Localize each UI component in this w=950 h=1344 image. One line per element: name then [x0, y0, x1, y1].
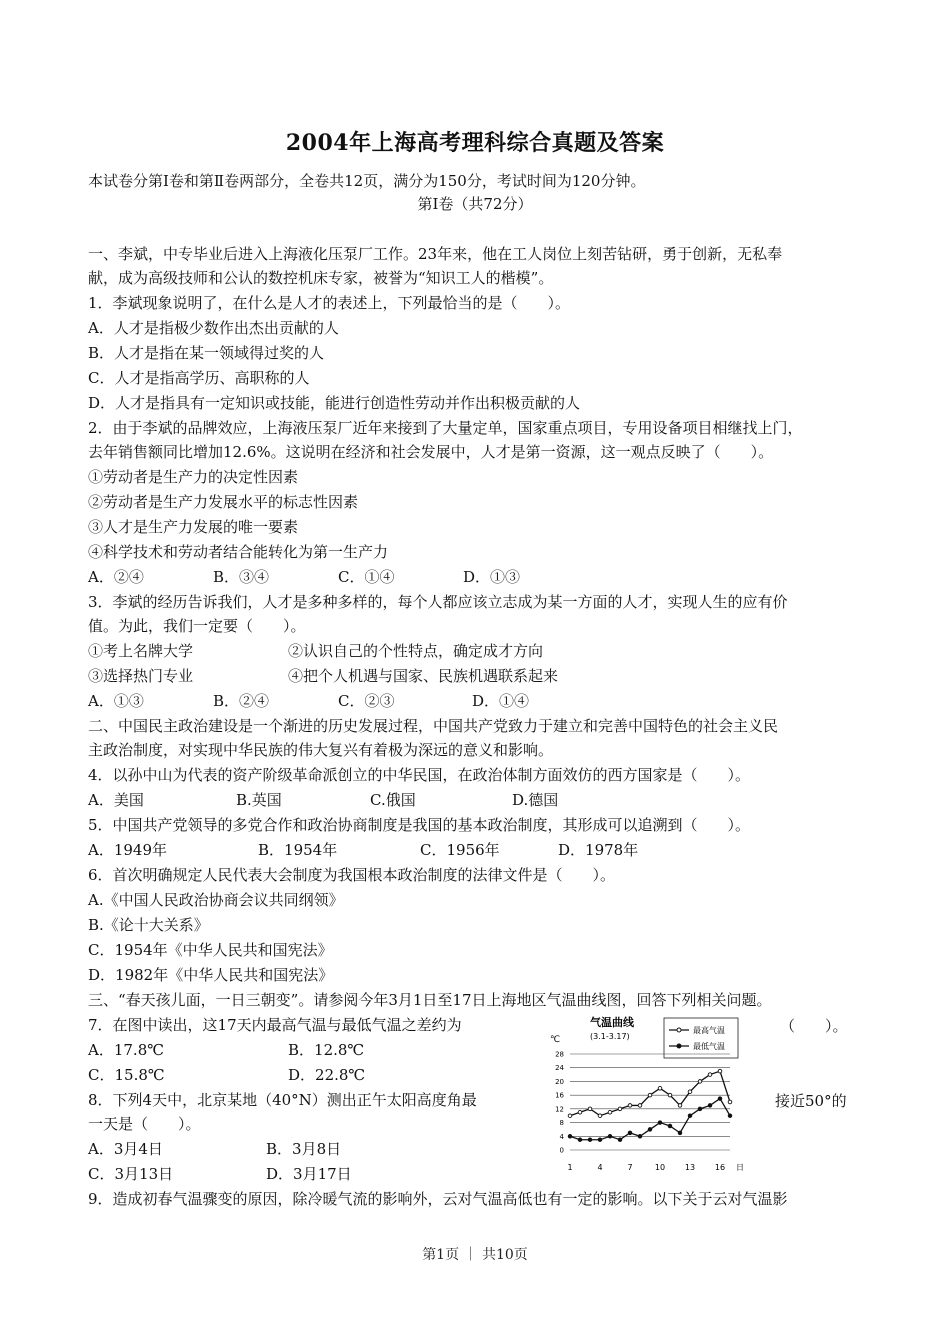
- chart-y-label: ℃: [550, 1035, 561, 1045]
- chart-point: [588, 1138, 592, 1142]
- question-9: 9．造成初春气温骤变的原因，除冷暖气流的影响外，云对气温高低也有一定的影响。以下关于云对气温影: [88, 1190, 788, 1208]
- q8-options: [88, 1164, 352, 1184]
- chart-point: [618, 1138, 622, 1142]
- q3-statement: ④把个人机遇与国家、民族机遇联系起来: [288, 667, 559, 685]
- chart-point: [628, 1131, 632, 1135]
- legend-label: 最高气温: [693, 1026, 725, 1035]
- q2-statement: ②劳动者是生产力发展水平的标志性因素: [88, 493, 359, 511]
- q7-option: B．12.8℃: [288, 1041, 365, 1059]
- chart-title: 气温曲线: [590, 1016, 634, 1029]
- chart-point: [728, 1114, 732, 1118]
- q8-option: A．3月4日: [88, 1140, 163, 1158]
- q3-option: A．①③: [88, 692, 144, 710]
- question-3: 值。为此，我们一定要（ ）。: [88, 617, 306, 635]
- q4-option: D.德国: [512, 791, 559, 809]
- chart-point: [678, 1131, 682, 1135]
- chart-x-ticks: [567, 1163, 725, 1172]
- q7-option: D．22.8℃: [288, 1066, 366, 1084]
- q8-options: [88, 1139, 341, 1159]
- chart-y-tick-label: 4: [559, 1132, 564, 1141]
- q2-options: [88, 567, 520, 587]
- intro-text: 本试卷分第Ⅰ卷和第Ⅱ卷两部分，全卷共12页，满分为150分，考试时间为120分钟。: [88, 172, 646, 190]
- section1-text: 一、李斌，中专毕业后进入上海液化压泵厂工作。23年来，他在工人岗位上刻苦钻研，勇于创新，无私奉: [88, 245, 783, 263]
- page-footer: 第1页 ｜ 共10页: [422, 1247, 528, 1263]
- q1-option-b: B．人才是指在某一领域得过奖的人: [88, 344, 325, 362]
- chart-point: [698, 1080, 702, 1084]
- chart-point: [648, 1128, 652, 1132]
- part-heading: 第Ⅰ卷（共72分）: [417, 195, 533, 213]
- temperature-chart: [542, 1012, 742, 1177]
- q3-statements: [88, 666, 558, 686]
- q2-option: C．①④: [338, 568, 395, 586]
- q2-statement: ①劳动者是生产力的决定性因素: [88, 468, 299, 486]
- q3-option: B．②④: [213, 692, 270, 710]
- chart-series-line: [570, 1099, 730, 1140]
- chart-y-tick-label: 8: [559, 1119, 564, 1128]
- q5-option: B．1954年: [258, 841, 338, 859]
- chart-x-label: 日: [736, 1163, 744, 1172]
- chart-x-tick-label: 13: [684, 1163, 696, 1172]
- chart-series: [568, 1069, 732, 1141]
- q2-option: D．①③: [463, 568, 521, 586]
- q2-statement: ③人才是生产力发展的唯一要素: [88, 518, 299, 536]
- chart-point: [588, 1107, 592, 1111]
- q5-option: D．1978年: [558, 841, 639, 859]
- chart-point: [708, 1104, 712, 1108]
- q6-option-c: C．1954年《中华人民共和国宪法》: [88, 941, 333, 959]
- chart-point: [578, 1138, 582, 1142]
- q6-option-a: A.《中国人民政治协商会议共同纲领》: [88, 891, 344, 909]
- chart-point: [568, 1134, 572, 1138]
- q3-statements: [88, 641, 543, 661]
- chart-y-tick-label: 24: [555, 1064, 564, 1073]
- q7-option: A．17.8℃: [88, 1041, 165, 1059]
- chart-x-tick-label: 4: [597, 1163, 603, 1172]
- question-2: 去年销售额同比增加12.6%。这说明在经济和社会发展中，人才是第一资源，这一观点反映了（ ）。: [88, 443, 774, 461]
- chart-point: [618, 1107, 622, 1111]
- chart-point: [638, 1104, 642, 1108]
- q2-statement: ④科学技术和劳动者结合能转化为第一生产力: [88, 543, 389, 561]
- chart-point: [658, 1121, 662, 1125]
- chart-point: [568, 1114, 572, 1118]
- chart-y-ticks: [555, 1051, 564, 1155]
- chart-point: [718, 1069, 722, 1073]
- question-8: 一天是（ ）。: [88, 1115, 201, 1133]
- chart-point: [608, 1110, 612, 1114]
- chart-y-tick-label: 0: [559, 1146, 564, 1155]
- chart-point: [598, 1138, 602, 1142]
- question-7: 7．在图中读出，这17天内最高气温与最低气温之差约为: [88, 1016, 462, 1034]
- chart-point: [608, 1134, 612, 1138]
- chart-y-tick-label: 28: [555, 1050, 564, 1059]
- question-8: 8．下列4天中，北京某地（40°N）测出正午太阳高度角最: [88, 1091, 477, 1109]
- chart-point: [648, 1093, 652, 1097]
- chart-x-tick-label: 10: [654, 1163, 666, 1172]
- q4-option: B.英国: [236, 791, 282, 809]
- chart-point: [668, 1093, 672, 1097]
- chart-point: [688, 1114, 692, 1118]
- chart-point: [728, 1100, 732, 1104]
- section2-text: 主政治制度，对实现中华民族的伟大复兴有着极为深远的意义和影响。: [88, 741, 554, 759]
- chart-point: [698, 1107, 702, 1111]
- chart-point: [718, 1097, 722, 1101]
- section2-text: 二、中国民主政治建设是一个渐进的历史发展过程，中国共产党致力于建立和完善中国特色的社会主义民: [88, 717, 779, 735]
- chart-subtitle: (3.1-3.17): [590, 1032, 630, 1041]
- chart-point: [688, 1090, 692, 1094]
- question-3: 3．李斌的经历告诉我们，人才是多种多样的，每个人都应该立志成为某一方面的人才，实现人生的应有价: [88, 593, 788, 611]
- q3-statement: ③选择热门专业: [88, 667, 194, 685]
- q1-option-a: A．人才是指极少数作出杰出贡献的人: [88, 319, 339, 337]
- chart-legend: [669, 1025, 725, 1051]
- chart-point: [638, 1134, 642, 1138]
- q1-option-c: C．人才是指高学历、高职称的人: [88, 369, 310, 387]
- q3-option: D．①④: [472, 692, 530, 710]
- chart-point: [708, 1073, 712, 1077]
- legend-marker: [677, 1044, 681, 1048]
- chart-grid: [570, 1054, 730, 1150]
- section3-text: 三、“春天孩儿面，一日三朝变”。请参阅今年3月1日至17日上海地区气温曲线图，回答下列相关问题。: [88, 991, 772, 1009]
- q6-option-b: B.《论十大关系》: [88, 916, 209, 934]
- q4-option: C.俄国: [370, 791, 416, 809]
- chart-legend-box: [664, 1018, 738, 1058]
- q8-option: D．3月17日: [266, 1165, 352, 1183]
- q5-options: [88, 840, 638, 860]
- q7-options: [88, 1065, 365, 1085]
- question-1: 1．李斌现象说明了，在什么是人才的表述上，下列最恰当的是（ ）。: [88, 294, 571, 312]
- q3-statement: ①考上名牌大学: [88, 642, 194, 660]
- question-5: 5．中国共产党领导的多党合作和政治协商制度是我国的基本政治制度，其形成可以追溯到（ ）。: [88, 816, 751, 834]
- section1-text: 献，成为高级技师和公认的数控机床专家，被誉为“知识工人的楷模”。: [88, 269, 554, 287]
- q8-option: B．3月8日: [266, 1140, 342, 1158]
- q7-option: C．15.8℃: [88, 1066, 165, 1084]
- q4-option: A．美国: [88, 791, 144, 809]
- q7-options: [88, 1040, 364, 1060]
- question-8-cont: 接近50°的: [775, 1092, 847, 1110]
- chart-x-tick-label: 16: [714, 1163, 726, 1172]
- q1-option-d: D．人才是指具有一定知识或技能，能进行创造性劳动并作出积极贡献的人: [88, 394, 581, 412]
- question-2: 2．由于李斌的品牌效应，上海液压泵厂近年来接到了大量定单，国家重点项目，专用设备项目相继找上门，: [88, 419, 803, 437]
- chart-x-tick-label: 7: [627, 1163, 633, 1172]
- question-4: 4．以孙中山为代表的资产阶级革命派创立的中华民国，在政治体制方面效仿的西方国家是（ ）。: [88, 766, 751, 784]
- q7-answer-blank: （ ）。: [780, 1017, 848, 1035]
- q6-option-d: D．1982年《中华人民共和国宪法》: [88, 966, 334, 984]
- q4-options: [88, 790, 558, 810]
- q3-options: [88, 691, 529, 711]
- chart-point: [658, 1086, 662, 1090]
- chart-x-tick-label: 1: [567, 1163, 573, 1172]
- q8-option: C．3月13日: [88, 1165, 174, 1183]
- question-6: 6．首次明确规定人民代表大会制度为我国根本政治制度的法律文件是（ ）。: [88, 866, 616, 884]
- q3-statement: ②认识自己的个性特点，确定成才方向: [288, 642, 544, 660]
- page-title: 2004年上海高考理科综合真题及答案: [285, 130, 665, 156]
- chart-point: [598, 1114, 602, 1118]
- q5-option: A．1949年: [88, 841, 168, 859]
- chart-point: [628, 1104, 632, 1108]
- chart-point: [678, 1104, 682, 1108]
- legend-marker: [677, 1028, 681, 1032]
- q3-option: C．②③: [338, 692, 395, 710]
- chart-y-tick-label: 20: [555, 1077, 564, 1086]
- chart-point: [578, 1110, 582, 1114]
- q2-option: B．③④: [213, 568, 270, 586]
- q2-option: A．②④: [88, 568, 144, 586]
- chart-y-tick-label: 16: [555, 1091, 564, 1100]
- q5-option: C．1956年: [420, 841, 500, 859]
- chart-y-tick-label: 12: [555, 1105, 564, 1114]
- legend-label: 最低气温: [693, 1042, 725, 1051]
- chart-point: [668, 1124, 672, 1128]
